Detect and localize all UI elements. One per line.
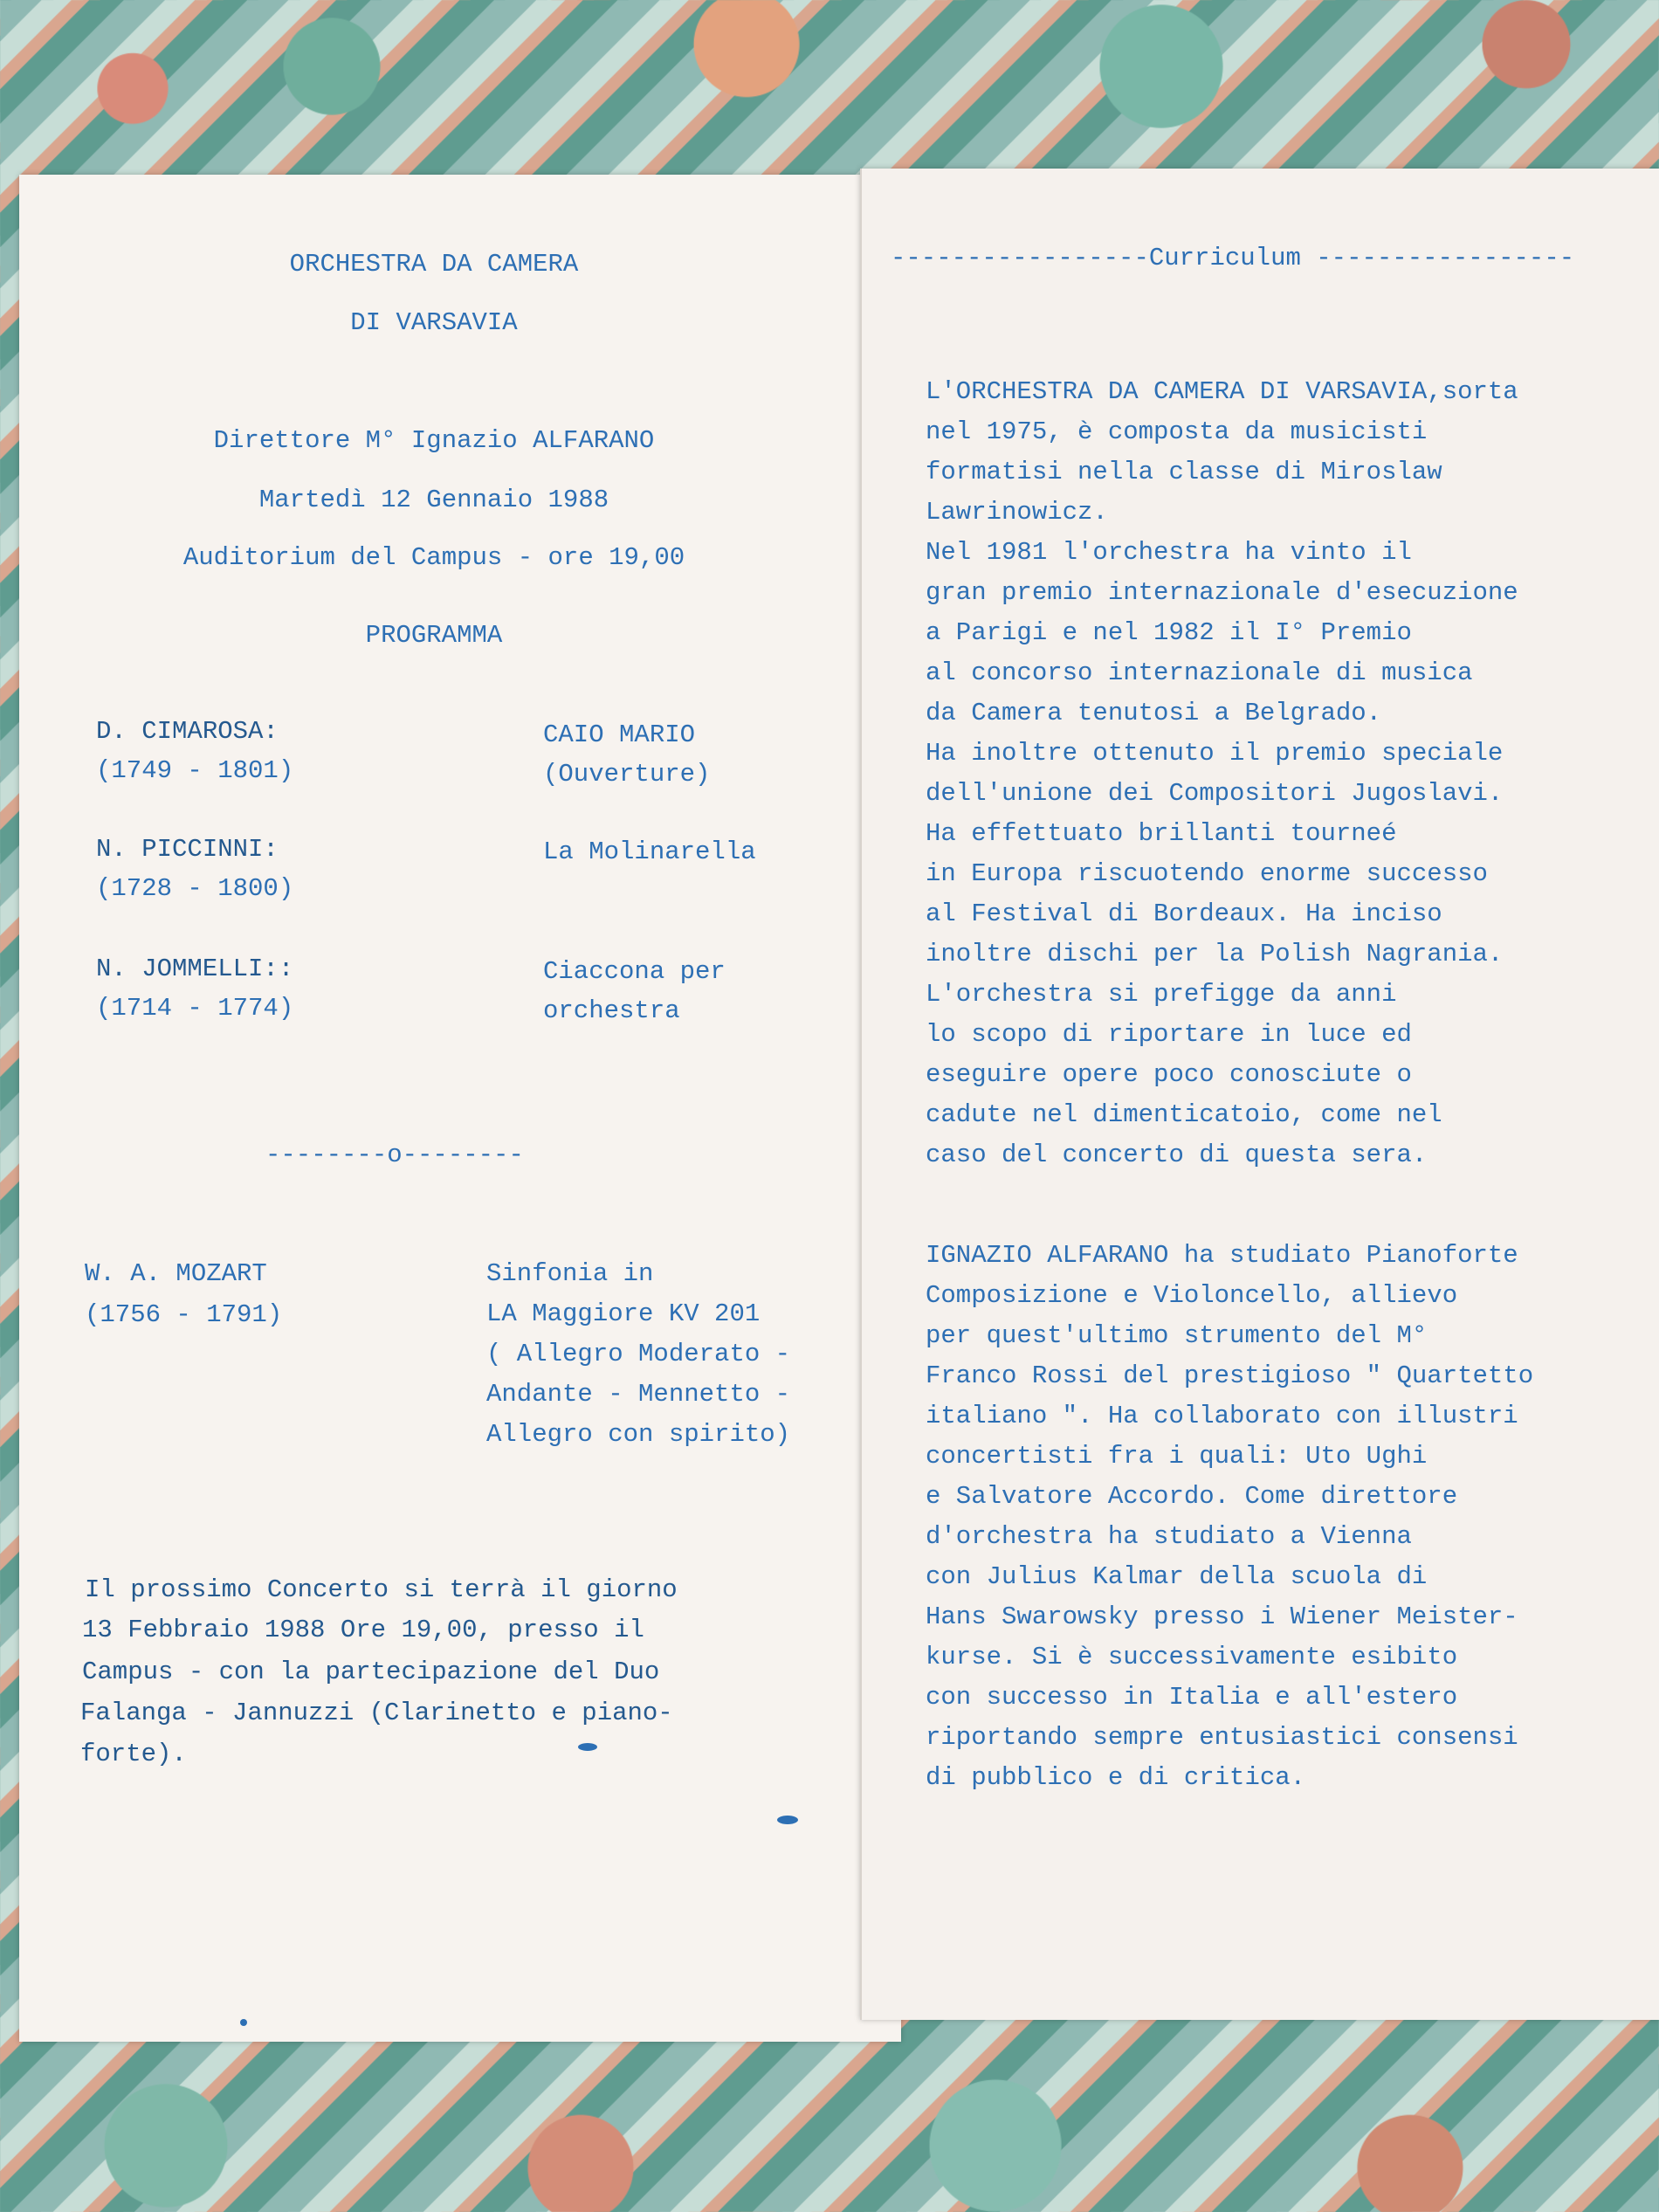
bio-line: caso del concerto di questa sera. <box>926 1140 1428 1169</box>
curriculum-heading: -----------------Curriculum ----------------- <box>891 244 1575 272</box>
ink-blot <box>240 2019 247 2026</box>
ink-blot <box>777 1816 798 1824</box>
bio-line: italiano ". Ha collaborato con illustri <box>926 1402 1518 1430</box>
bio-line: concertisti fra i quali: Uto Ughi <box>926 1442 1428 1471</box>
bio-line: di pubblico e di critica. <box>926 1763 1306 1792</box>
bio-line: lo scopo di riportare in luce ed <box>926 1020 1412 1049</box>
bio-line: con successo in Italia e all'estero <box>926 1683 1458 1712</box>
orchestra-title-line1: ORCHESTRA DA CAMERA <box>289 250 579 279</box>
bio-line: per quest'ultimo strumento del M° <box>926 1321 1428 1350</box>
work-subtitle: orchestra <box>543 996 680 1025</box>
bio-line: e Salvatore Accordo. Come direttore <box>926 1482 1458 1511</box>
concert-date: Martedì 12 Gennaio 1988 <box>258 486 609 514</box>
separator: --------o-------- <box>265 1140 524 1169</box>
program-heading: PROGRAMMA <box>365 621 503 650</box>
bio-line: cadute nel dimenticatoio, come nel <box>926 1100 1442 1129</box>
bio-line: formatisi nella classe di Miroslaw <box>926 458 1442 486</box>
bio-line: Ha effettuato brillanti tourneé <box>926 819 1397 848</box>
bio-line: da Camera tenutosi a Belgrado. <box>926 699 1382 727</box>
orchestra-title-line2: DI VARSAVIA <box>350 308 518 337</box>
bio-line: kurse. Si è successivamente esibito <box>926 1643 1458 1671</box>
notice-line: Il prossimo Concerto si terrà il giorno <box>85 1575 678 1604</box>
work-title: CAIO MARIO <box>543 720 696 749</box>
bio-line: d'orchestra ha studiato a Vienna <box>926 1522 1412 1551</box>
composer-years: (1714 - 1774) <box>96 994 294 1023</box>
bio-line: Lawrinowicz. <box>926 498 1108 527</box>
notice-line: Campus - con la partecipazione del Duo <box>82 1657 660 1686</box>
bio-line: con Julius Kalmar della scuola di <box>926 1562 1428 1591</box>
director-biography <box>926 1236 1607 1798</box>
composer-name: N. JOMMELLI:: <box>96 954 294 983</box>
bio-line: inoltre dischi per la Polish Nagrania. <box>926 940 1504 968</box>
bio-line: dell'unione dei Compositori Jugoslavi. <box>926 779 1504 808</box>
work-title: Ciaccona per <box>543 957 726 986</box>
bio-line: L'ORCHESTRA DA CAMERA DI VARSAVIA,sorta <box>926 377 1518 406</box>
bio-line: al concorso internazionale di musica <box>926 658 1473 687</box>
bio-line: al Festival di Bordeaux. Ha inciso <box>926 899 1442 928</box>
composer-years: (1756 - 1791) <box>85 1300 283 1329</box>
bio-line: gran premio internazionale d'esecuzione <box>926 578 1518 607</box>
bio-line: nel 1975, è composta da musicisti <box>926 417 1428 446</box>
work-line: ( Allegro Moderato - <box>486 1340 791 1368</box>
orchestra-biography <box>926 372 1596 1175</box>
left-page <box>19 175 901 2042</box>
right-page <box>860 169 1659 2020</box>
bio-line: Ha inoltre ottenuto il premio speciale <box>926 739 1504 768</box>
notice-line: 13 Febbraio 1988 Ore 19,00, presso il <box>82 1616 644 1644</box>
bio-line: Hans Swarowsky presso i Wiener Meister- <box>926 1602 1518 1631</box>
composer-name: D. CIMAROSA: <box>96 717 279 746</box>
composer-years: (1749 - 1801) <box>96 756 294 785</box>
bio-line: Nel 1981 l'orchestra ha vinto il <box>926 538 1412 567</box>
composer-name: W. A. MOZART <box>85 1259 267 1288</box>
bio-line: in Europa riscuotendo enorme successo <box>926 859 1488 888</box>
bio-line: riportando sempre entusiastici consensi <box>926 1723 1518 1752</box>
work-line: Sinfonia in <box>486 1259 654 1288</box>
bio-line: eseguire opere poco conosciute o <box>926 1060 1412 1089</box>
bio-line: a Parigi e nel 1982 il I° Premio <box>926 618 1412 647</box>
bio-line: Franco Rossi del prestigioso " Quartetto <box>926 1361 1534 1390</box>
work-title: La Molinarella <box>543 837 756 866</box>
bio-line: Composizione e Violoncello, allievo <box>926 1281 1458 1310</box>
work-subtitle: (Ouverture) <box>543 760 711 789</box>
work-line: Andante - Mennetto - <box>486 1380 791 1409</box>
bio-line: IGNAZIO ALFARANO ha studiato Pianoforte <box>926 1241 1518 1270</box>
notice-line: forte). <box>80 1740 187 1768</box>
director-line: Direttore M° Ignazio ALFARANO <box>213 426 655 455</box>
composer-years: (1728 - 1800) <box>96 874 294 903</box>
composer-name: N. PICCINNI: <box>96 835 279 864</box>
work-line: Allegro con spirito) <box>486 1420 791 1449</box>
concert-venue: Auditorium del Campus - ore 19,00 <box>182 543 685 572</box>
bio-line: L'orchestra si prefigge da anni <box>926 980 1397 1009</box>
work-line: LA Maggiore KV 201 <box>486 1299 761 1328</box>
ink-blot <box>578 1743 597 1751</box>
notice-line: Falanga - Jannuzzi (Clarinetto e piano- <box>80 1699 673 1727</box>
